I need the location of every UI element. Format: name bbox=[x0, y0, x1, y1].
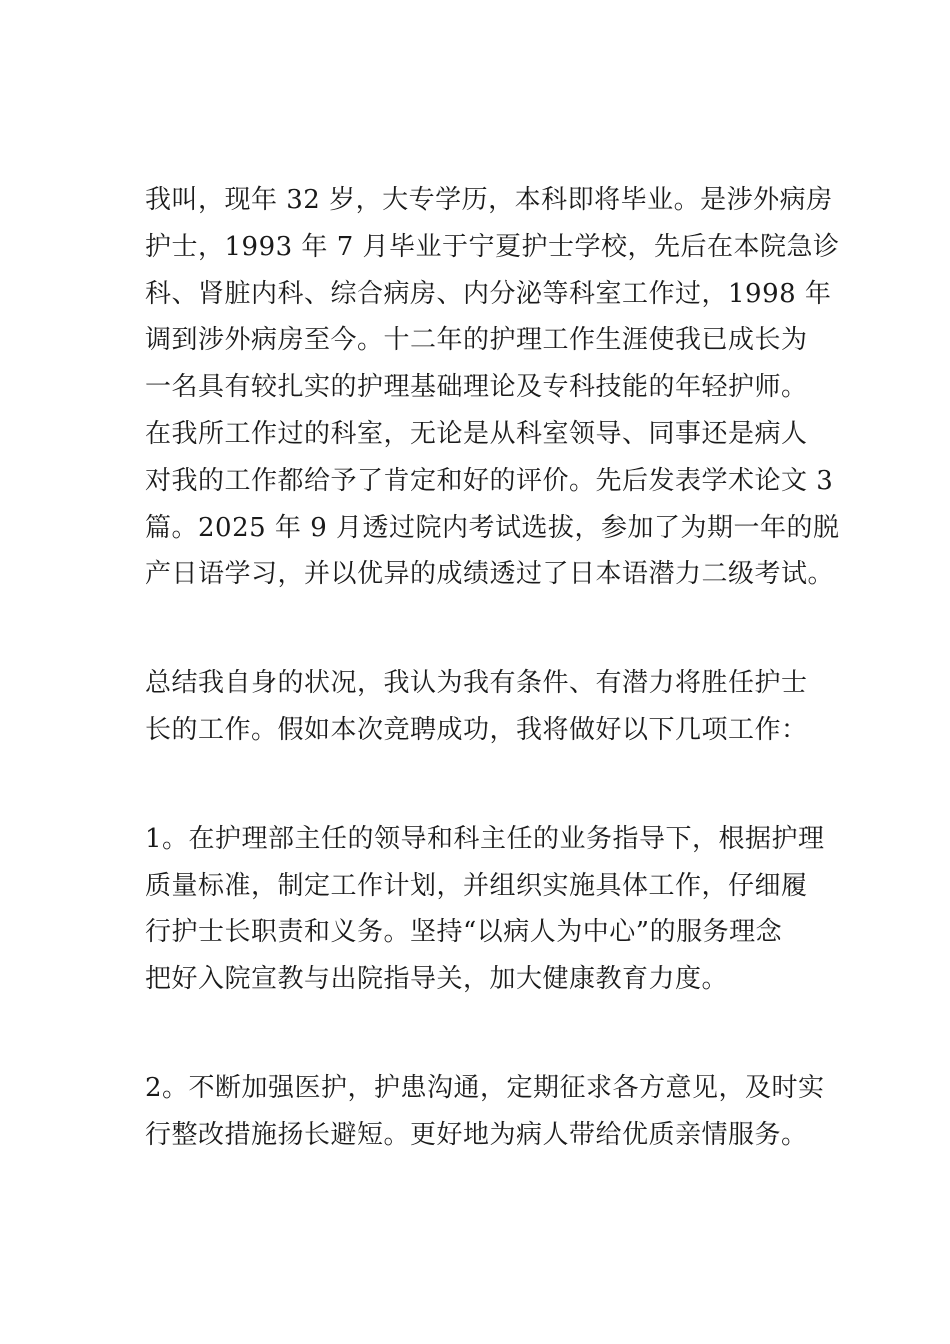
text-line: 行整改措施扬长避短。更好地为病人带给优质亲情服务。 bbox=[145, 1119, 808, 1150]
text-line: 篇。2025 年 9 月透过院内考试选拔，参加了为期一年的脱 bbox=[145, 512, 840, 543]
text-line: 护士，1993 年 7 月毕业于宁夏护士学校，先后在本院急诊 bbox=[145, 231, 840, 262]
text-line: 调到涉外病房至今。十二年的护理工作生涯使我已成长为 bbox=[145, 325, 808, 356]
text-line: 对我的工作都给予了肯定和好的评价。先后发表学术论文 3 bbox=[145, 465, 834, 496]
text-line: 行护士长职责和义务。坚持“以病人为中心”的服务理念 bbox=[145, 917, 783, 948]
text-line: 一名具有较扎实的护理基础理论及专科技能的年轻护师。 bbox=[145, 372, 808, 403]
text-line: 长的工作。假如本次竞聘成功，我将做好以下几项工作： bbox=[145, 714, 808, 745]
document-body bbox=[145, 177, 840, 1159]
paragraph-spacer bbox=[145, 754, 815, 816]
text-line: 产日语学习，并以优异的成绩透过了日本语潜力二级考试。 bbox=[145, 559, 835, 590]
paragraph-summary bbox=[145, 660, 815, 754]
text-line: 2。不断加强医护，护患沟通，定期征求各方意见，及时实 bbox=[145, 1072, 825, 1103]
paragraph-personal-background bbox=[145, 177, 840, 598]
text-line: 把好入院宣教与出院指导关，加大健康教育力度。 bbox=[145, 964, 729, 995]
text-line: 科、肾脏内科、综合病房、内分泌等科室工作过，1998 年 bbox=[145, 278, 832, 309]
paragraph-spacer bbox=[145, 598, 815, 660]
paragraph-spacer bbox=[145, 1003, 815, 1065]
text-line: 我叫，现年 32 岁，大专学历，本科即将毕业。是涉外病房 bbox=[145, 185, 833, 215]
text-line: 质量标准，制定工作计划，并组织实施具体工作，仔细履 bbox=[145, 870, 808, 901]
paragraph-item-1 bbox=[145, 816, 825, 1003]
text-line: 总结我自身的状况，我认为我有条件、有潜力将胜任护士 bbox=[145, 668, 808, 699]
paragraph-item-2 bbox=[145, 1065, 825, 1159]
text-line: 在我所工作过的科室，无论是从科室领导、同事还是病人 bbox=[145, 418, 808, 449]
text-line: 1。在护理部主任的领导和科主任的业务指导下，根据护理 bbox=[145, 823, 825, 854]
